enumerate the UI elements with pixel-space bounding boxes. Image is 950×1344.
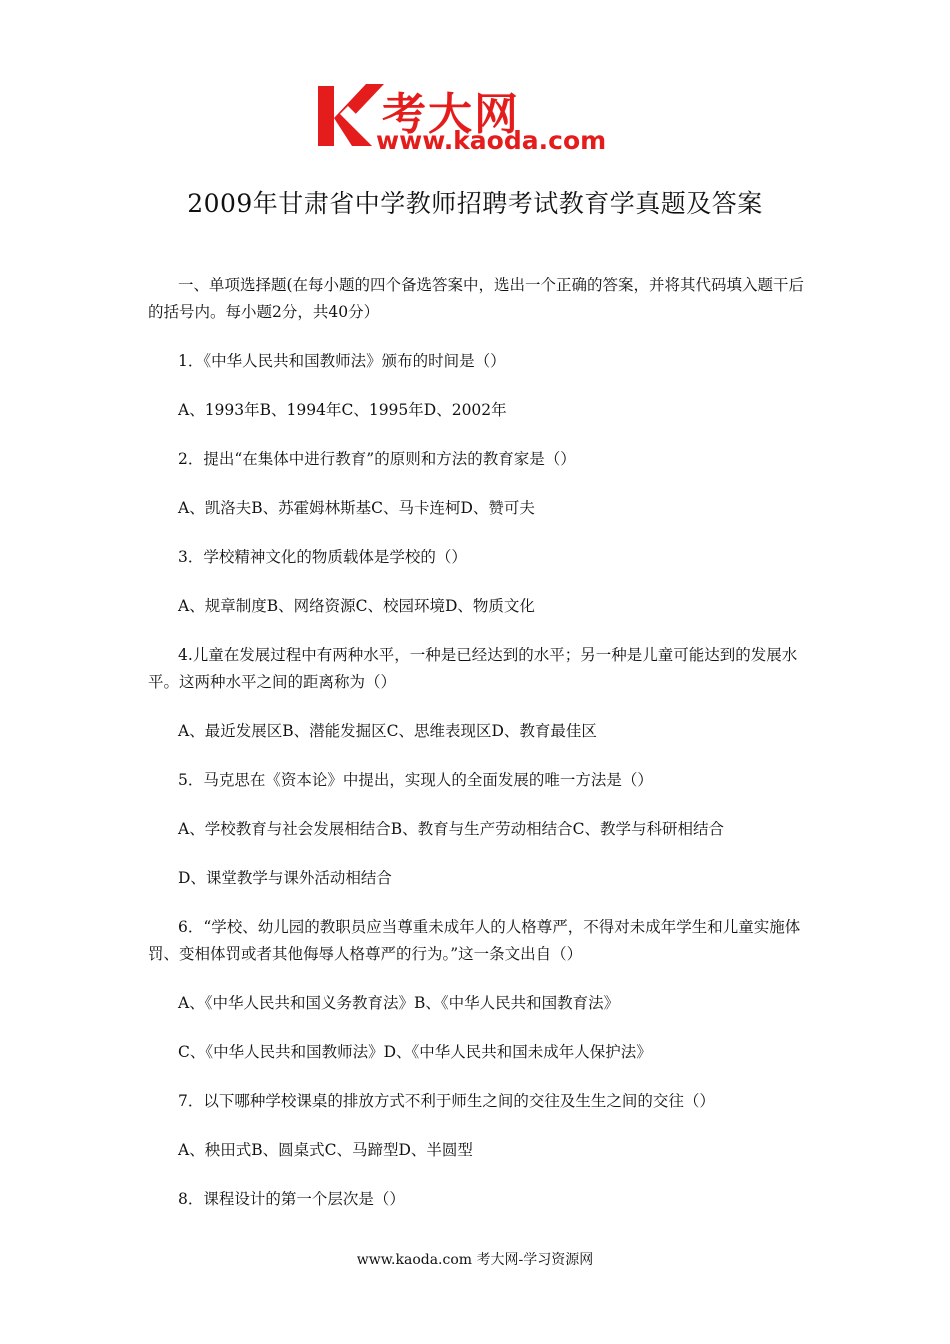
logo-k-icon <box>318 84 384 148</box>
question-2: 2．提出“在集体中进行教育”的原则和方法的教育家是（） <box>178 450 576 468</box>
question-7: 7．以下哪种学校课桌的排放方式不利于师生之间的交往及生生之间的交往（） <box>178 1092 715 1110</box>
question-1: 1．《中华人民共和国教师法》颁布的时间是（） <box>178 352 506 370</box>
question-5-options-cont: D、课堂教学与课外活动相结合 <box>178 869 392 887</box>
question-1-options: A、1993年B、1994年C、1995年D、2002年 <box>178 401 507 419</box>
page-footer: www.kaoda.com 考大网-学习资源网 <box>356 1252 594 1268</box>
question-2-options: A、凯洛夫B、苏霍姆林斯基C、马卡连柯D、赞可夫 <box>178 499 535 517</box>
question-7-options: A、秧田式B、圆桌式C、马蹄型D、半圆型 <box>178 1141 473 1159</box>
question-3: 3．学校精神文化的物质载体是学校的（） <box>178 548 467 566</box>
question-6: 6．“学校、幼儿园的教职员应当尊重未成年人的人格尊严，不得对未成年学生和儿童实施体罚、变相体罚或者其他侮辱人格尊严的行为。”这一条文出自（） <box>148 918 801 963</box>
question-4-options: A、最近发展区B、潜能发掘区C、思维表现区D、教育最佳区 <box>178 722 597 740</box>
question-5: 5．马克思在《资本论》中提出，实现人的全面发展的唯一方法是（） <box>178 771 653 789</box>
question-6-options: A、《中华人民共和国义务教育法》B、《中华人民共和国教育法》 <box>178 994 620 1012</box>
section-heading: 一、单项选择题(在每小题的四个备选答案中，选出一个正确的答案，并将其代码填入题干后的括号内。每小题2分，共40分） <box>148 276 805 321</box>
question-4: 4.儿童在发展过程中有两种水平，一种是已经达到的水平；另一种是儿童可能达到的发展水平。这两种水平之间的距离称为（） <box>148 646 798 691</box>
question-8: 8．课程设计的第一个层次是（） <box>178 1190 405 1208</box>
logo-name: 考大网 <box>382 89 520 140</box>
site-logo <box>318 84 638 160</box>
document-title: 2009年甘肃省中学教师招聘考试教育学真题及答案 <box>187 189 763 218</box>
question-6-options-cont: C、《中华人民共和国教师法》D、《中华人民共和国未成年人保护法》 <box>178 1043 652 1061</box>
document-body <box>148 272 812 1213</box>
logo-url: www.kaoda.com <box>376 126 607 155</box>
question-5-options: A、学校教育与社会发展相结合B、教育与生产劳动相结合C、教学与科研相结合 <box>178 820 724 838</box>
question-3-options: A、规章制度B、网络资源C、校园环境D、物质文化 <box>178 597 535 615</box>
